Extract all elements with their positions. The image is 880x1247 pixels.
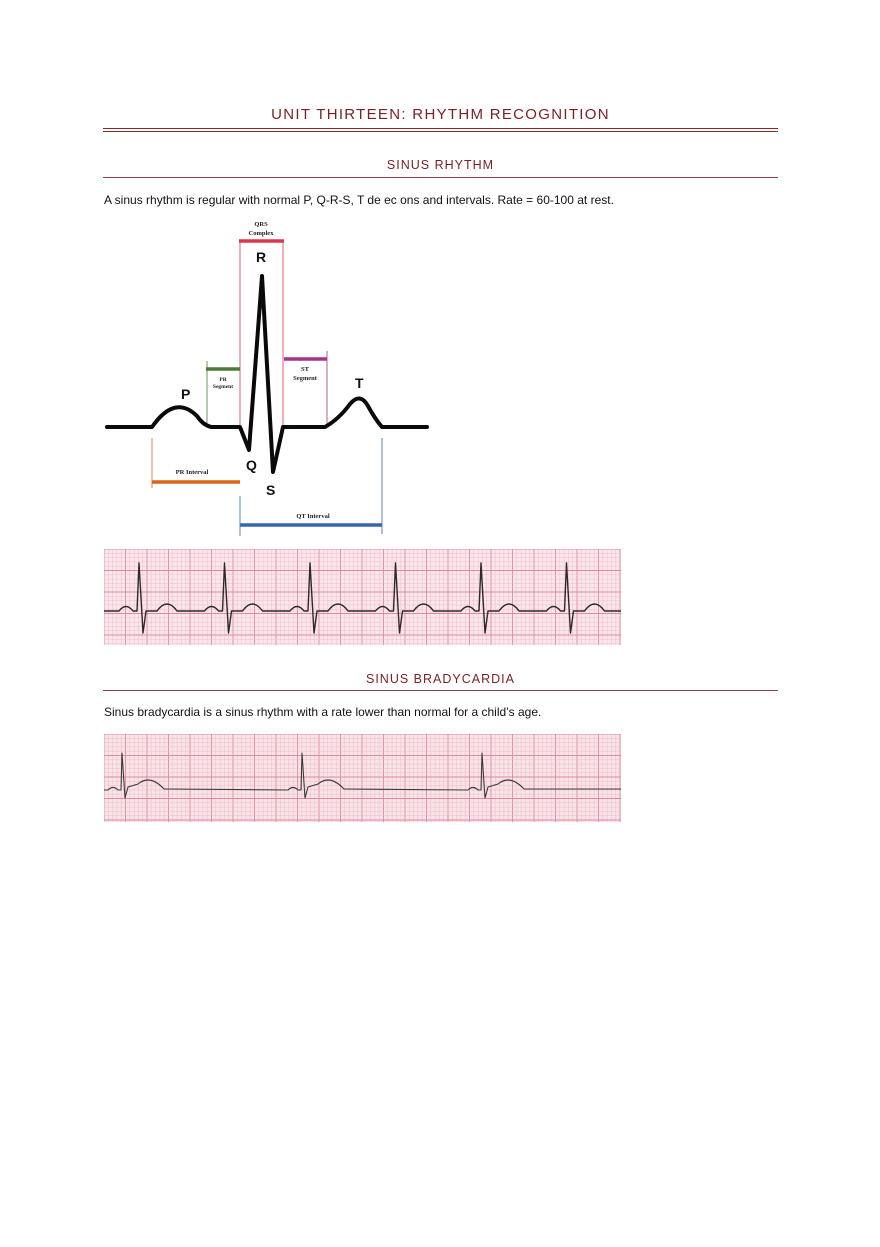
qt-interval-label: QT Interval xyxy=(296,513,330,520)
sinus-rhythm-ecg-strip xyxy=(104,549,621,645)
section-rule xyxy=(103,177,778,178)
pr-segment-label-line1: PR xyxy=(219,377,227,383)
sinus-bradycardia-description: Sinus bradycardia is a sinus rhythm with a rate lower than normal for a child’s age. xyxy=(104,705,542,719)
section-heading-sinus-rhythm: SINUS RHYTHM xyxy=(386,158,495,172)
s-wave-label: S xyxy=(266,482,276,498)
qrs-label-line2: Complex xyxy=(248,230,274,237)
pr-segment-label-line2: Segment xyxy=(212,384,234,390)
p-wave-label: P xyxy=(181,386,191,402)
st-segment-label-line2: Segment xyxy=(293,375,317,382)
pr-interval-label: PR Interval xyxy=(175,469,209,476)
st-segment-label-line1: ST xyxy=(301,366,309,373)
page-title: UNIT THIRTEEN: RHYTHM RECOGNITION xyxy=(271,106,610,123)
t-wave-label: T xyxy=(355,375,364,391)
title-rule-top xyxy=(103,128,778,129)
q-wave-label: Q xyxy=(246,457,257,473)
ecg-waveform-trace xyxy=(107,276,427,472)
qrs-label-line1: QRS xyxy=(254,221,268,228)
title-rule-bottom xyxy=(103,131,778,132)
ecg-waveform-diagram xyxy=(103,216,433,538)
r-wave-label: R xyxy=(256,249,267,265)
section-heading-sinus-bradycardia: SINUS BRADYCARDIA xyxy=(366,672,515,686)
sinus-rhythm-description: A sinus rhythm is regular with normal P, Q-R-S, T de ec ons and intervals. Rate = 60-100 at rest. xyxy=(104,193,614,207)
sinus-bradycardia-ecg-strip xyxy=(104,734,621,822)
section-rule xyxy=(103,690,778,691)
